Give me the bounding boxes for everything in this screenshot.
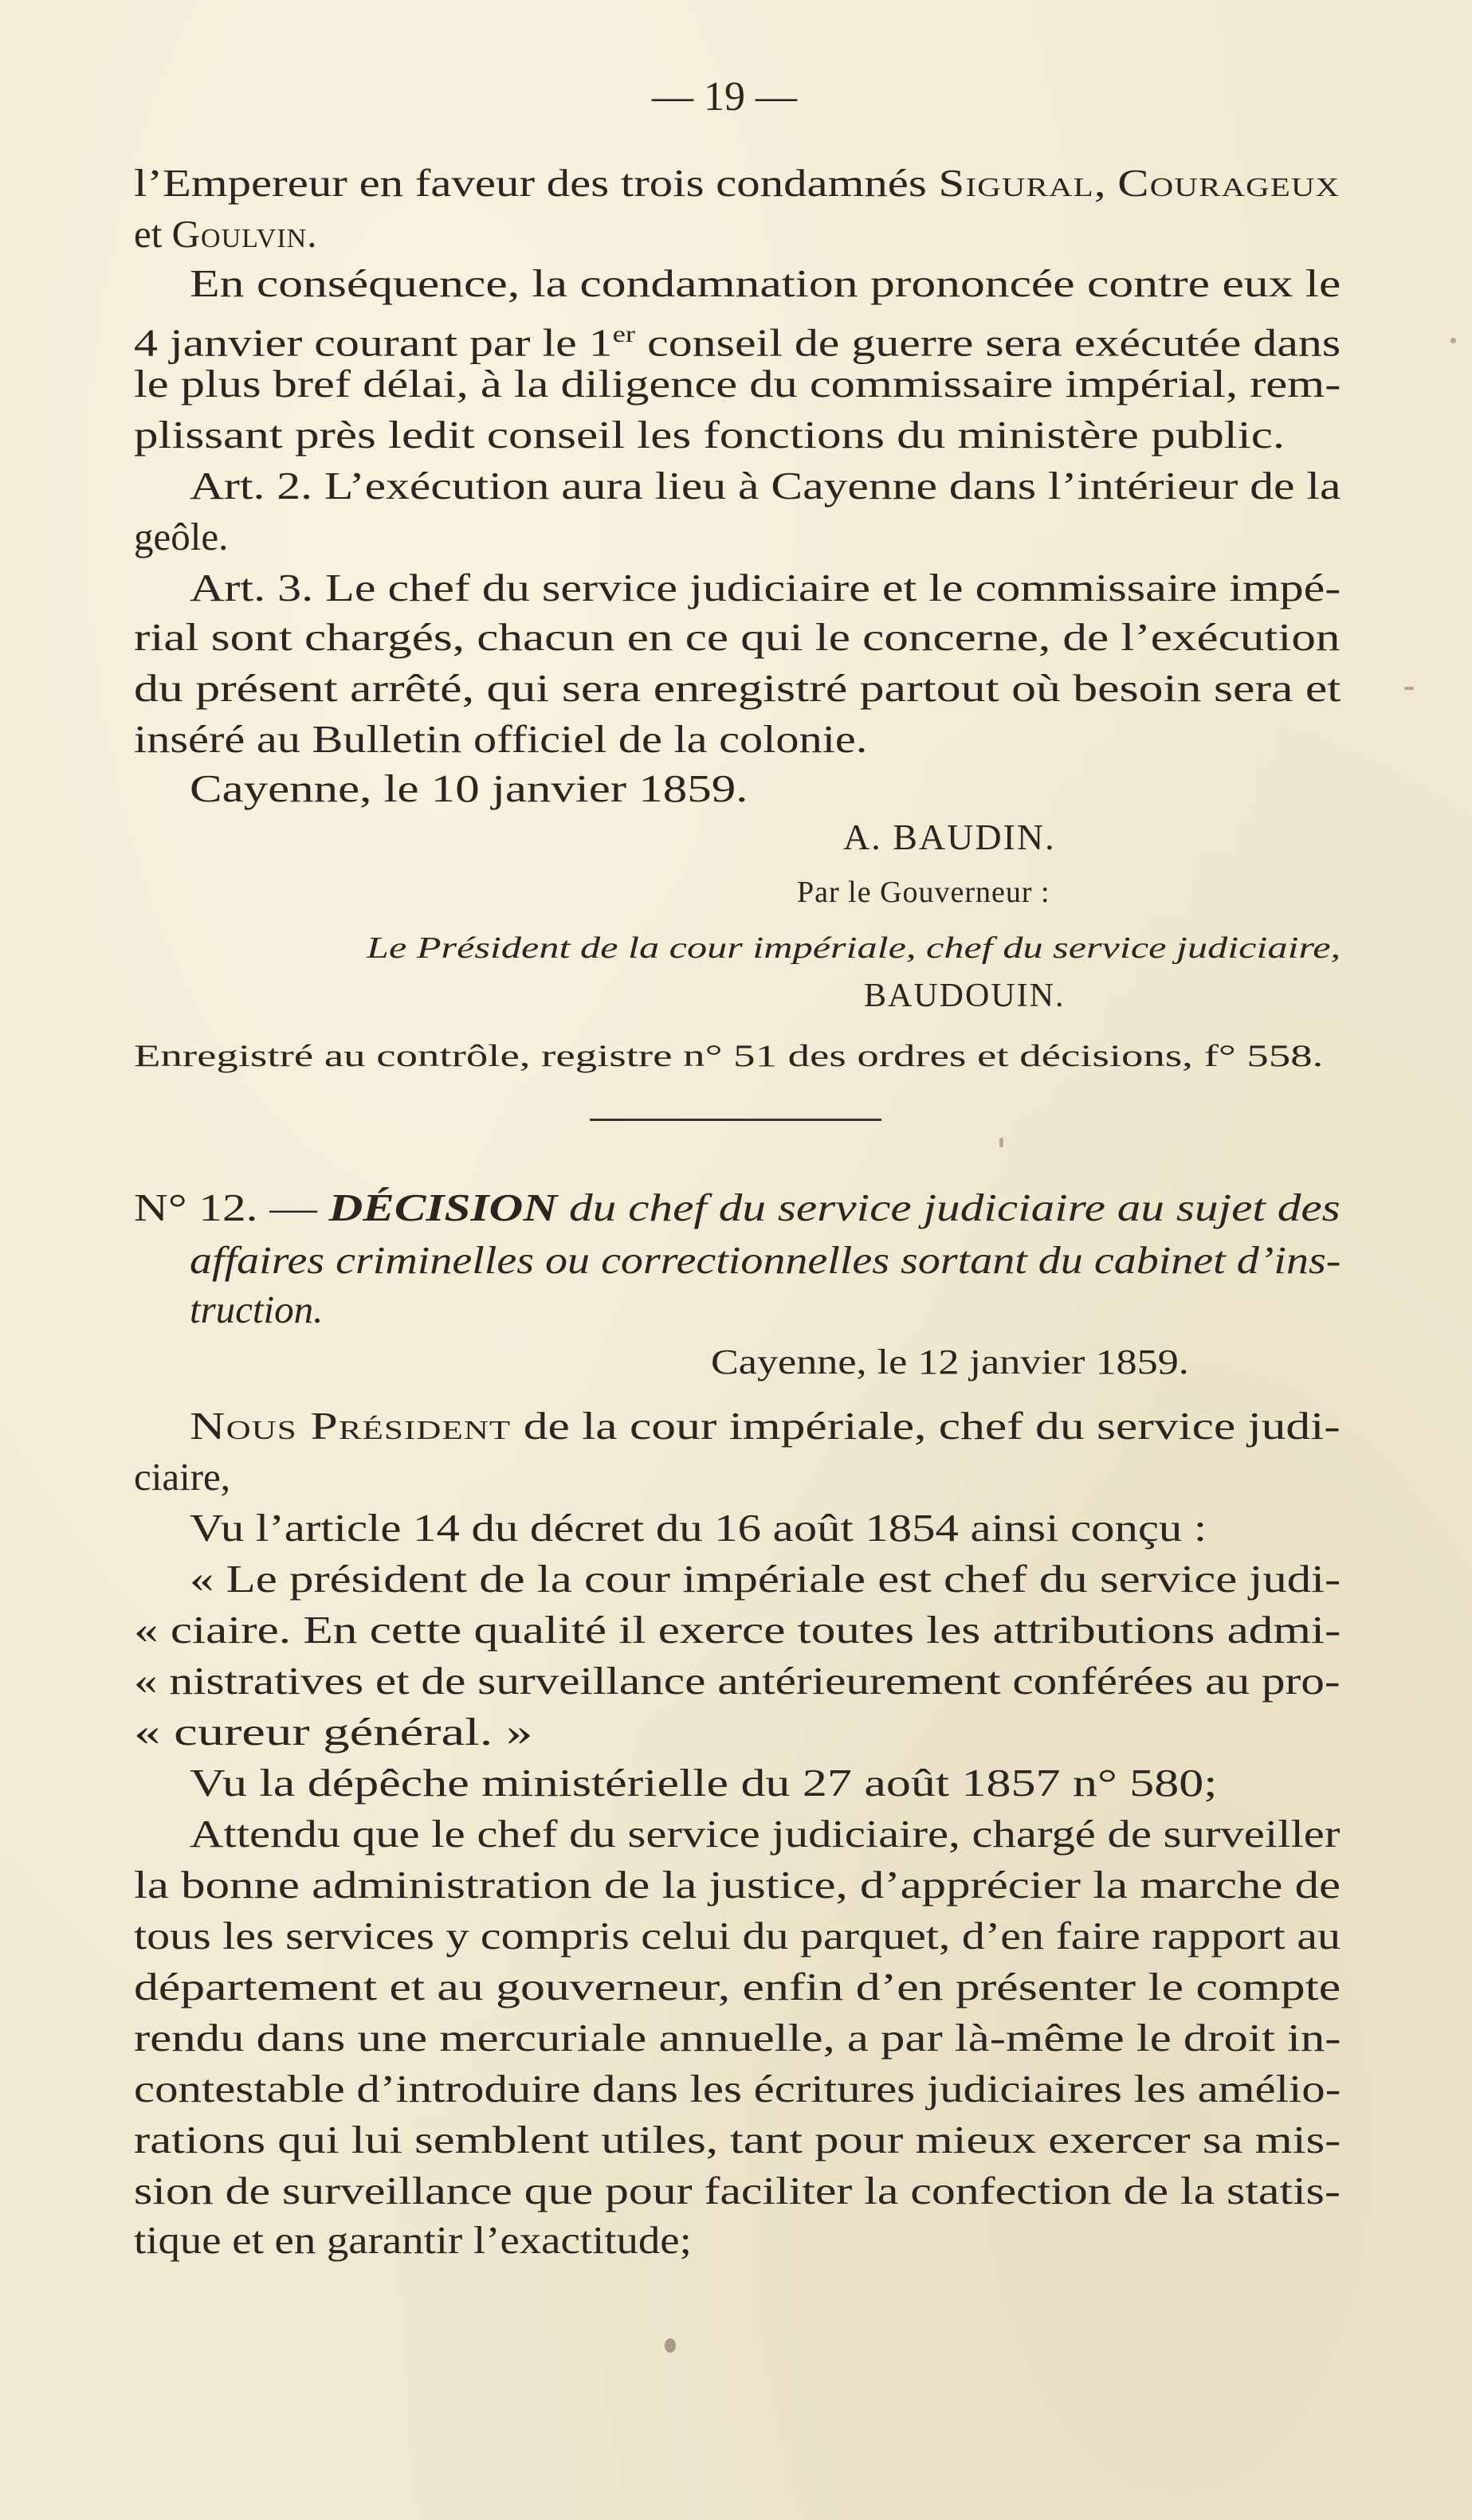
text-line: l’Empereur en faveur des trois condamnés Sigural, Courageux	[134, 161, 1341, 205]
paper-speck	[1404, 687, 1414, 690]
quote-line: « Le président de la cour impériale est chef du service judi-	[190, 1557, 1341, 1601]
signature-president: BAUDOUIN.	[864, 978, 1066, 1014]
paper-speck	[1450, 338, 1456, 343]
text-line: tous les services y compris celui du parquet, d’en faire rapport au	[134, 1914, 1341, 1958]
text-line: et Goulvin.	[134, 212, 317, 256]
text-line: la bonne administration de la justice, d’apprécier la marche de	[134, 1863, 1341, 1907]
quote-line: « cureur général. »	[134, 1710, 533, 1754]
decision-label: DÉCISION	[328, 1186, 558, 1229]
president-title: Le Président de la cour impériale, chef du service judiciaire,	[367, 931, 1341, 965]
decision-title-line: affaires criminelles ou correctionnelles sortant du cabinet d’ins-	[190, 1238, 1341, 1282]
decision-heading: N° 12. — DÉCISION du chef du service judiciaire au sujet des	[134, 1186, 1341, 1229]
decision-title-line: truction.	[190, 1287, 324, 1331]
text-line: le plus bref délai, à la diligence du commissaire impérial, rem-	[134, 362, 1341, 406]
text-line: rendu dans une mercuriale annuelle, a par là-même le droit in-	[134, 2016, 1341, 2060]
page-number: — 19 —	[652, 74, 797, 120]
registration-note: Enregistré au contrôle, registre n° 51 des ordres et décisions, f° 558.	[134, 1039, 1324, 1073]
text-line: tique et en garantir l’exactitude;	[134, 2218, 692, 2262]
text-line: rial sont chargés, chacun en ce qui le concerne, de l’exécution	[134, 615, 1341, 659]
quote-line: « nistratives et de surveillance antérieurement conférées au pro-	[134, 1659, 1341, 1703]
section-divider	[590, 1119, 881, 1121]
name-courageux: Courageux	[1117, 161, 1341, 205]
quote-line: « ciaire. En cette qualité il exerce toutes les attributions admi-	[134, 1608, 1341, 1652]
nous-president: Nous Président	[190, 1404, 512, 1448]
name-sigural: Sigural	[938, 161, 1094, 205]
decision-date: Cayenne, le 12 janvier 1859.	[711, 1342, 1189, 1381]
text-line: département et au gouverneur, enfin d’en présenter le compte	[134, 1965, 1341, 2009]
text-line: geôle.	[134, 515, 229, 558]
text-line: Nous Président de la cour impériale, chef du service judi-	[190, 1404, 1341, 1448]
text-line: inséré au Bulletin officiel de la colonie.	[134, 717, 868, 761]
text-line: Art. 2. L’exécution aura lieu à Cayenne dans l’intérieur de la	[190, 464, 1341, 508]
text-line: sion de surveillance que pour faciliter la confection de la statis-	[134, 2169, 1341, 2212]
text-line: 4 janvier courant par le 1er conseil de guerre sera exécutée dans	[134, 320, 1341, 365]
text-line: ciaire,	[134, 1455, 231, 1499]
text-line: contestable d’introduire dans les écritures judiciaires les amélio-	[134, 2067, 1341, 2110]
text-line: rations qui lui semblent utiles, tant pour mieux exercer sa mis-	[134, 2118, 1341, 2161]
text-line: Art. 3. Le chef du service judiciaire et le commissaire impé-	[190, 566, 1341, 609]
text-line: Vu la dépêche ministérielle du 27 août 1857 n° 580;	[190, 1761, 1218, 1805]
paper-speck	[665, 2338, 676, 2353]
text-line: Vu l’article 14 du décret du 16 août 1854 ainsi conçu :	[190, 1506, 1207, 1550]
date-line: Cayenne, le 10 janvier 1859.	[190, 766, 748, 810]
text-line: plissant près ledit conseil les fonctions du ministère public.	[134, 413, 1286, 457]
text-line: En conséquence, la condamnation prononcée contre eux le	[190, 261, 1341, 305]
by-governor-line: Par le Gouverneur :	[797, 876, 1050, 909]
paper-speck	[999, 1138, 1003, 1147]
text-line: Attendu que le chef du service judiciaire, chargé de surveiller	[190, 1812, 1341, 1856]
signature-governor: A. BAUDIN.	[843, 817, 1056, 857]
text-line: du présent arrêté, qui sera enregistré partout où besoin sera et	[134, 666, 1341, 710]
name-goulvin: Goulvin	[171, 212, 308, 256]
